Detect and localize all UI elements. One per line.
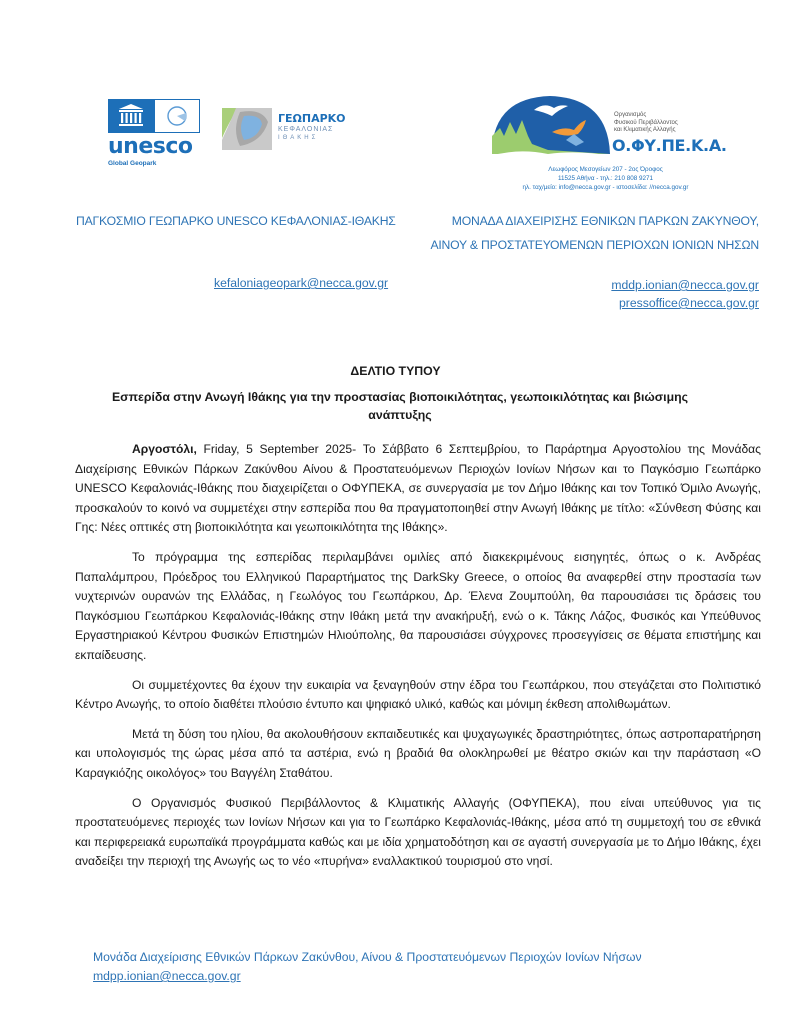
left-org-name: ΠΑΓΚΟΣΜΙΟ ΓΕΩΠΑΡΚΟ UNESCO ΚΕΦΑΛΟΝΙΑΣ-ΙΘΑΚΗΣ bbox=[76, 214, 396, 228]
ofypeka-org-line3: και Κλιματικής Αλλαγής bbox=[614, 127, 676, 133]
ofypeka-brand: Ο.ΦΥ.ΠΕ.Κ.Α. bbox=[612, 136, 727, 155]
document-heading: ΔΕΛΤΙΟ ΤΥΠΟΥ bbox=[350, 364, 441, 378]
right-org-line2: ΑΙΝΟΥ & ΠΡΟΣΤΑΤΕΥΟΜΕΝΩΝ ΠΕΡΙΟΧΩΝ ΙΟΝΙΩΝ ΝΗΣΩΝ bbox=[430, 238, 759, 252]
geopark-line3: ΙΘΑΚΗΣ bbox=[278, 135, 319, 141]
ofypeka-org-line2: Φυσικού Περιβάλλοντος bbox=[614, 119, 678, 126]
footer-signature bbox=[93, 948, 642, 986]
ofypeka-logo bbox=[488, 92, 727, 196]
right-org-line1: ΜΟΝΑΔΑ ΔΙΑΧΕΙΡΙΣΗΣ ΕΘΝΙΚΩΝ ΠΑΡΚΩΝ ΖΑΚΥΝΘΟΥ, bbox=[451, 214, 759, 228]
paragraph-4: Μετά τη δύση του ηλίου, θα ακολουθήσουν εκπαιδευτικές και ψυχαγωγικές δραστηριότητες, όπως αστροπαρατήρηση και υπολογισμός της ώρας μέσα από τα αστέρια, ενώ η βραδιά θα ολοκληρωθεί με θέατρο σκιών και την παράσταση «Ο Καραγκιόζης οικολόγος» του Βαγγέλη Σταθάτου. bbox=[75, 726, 761, 780]
ofypeka-org-line1: Οργανισμός bbox=[614, 112, 647, 118]
right-emails bbox=[611, 276, 759, 312]
unesco-subtitle: Global Geopark bbox=[108, 160, 157, 167]
ofypeka-nature-emblem-icon bbox=[488, 92, 613, 162]
footer-org: Μονάδα Διαχείρισης Εθνικών Πάρκων Ζακύνθου, Αίνου & Προστατευόμενων Περιοχών Ιονίων Νήσων bbox=[93, 950, 642, 964]
ofypeka-phone-line: 11525 Αθήνα - τηλ.: 210 808 9271 bbox=[558, 175, 653, 182]
pressoffice-email-link[interactable]: pressoffice@necca.gov.gr bbox=[619, 296, 759, 310]
paragraph-1-text: Friday, 5 September 2025- Το Σάββατο 6 Σεπτεμβρίου, το Παράρτημα Αργοστολίου της Μονάδας Διαχείρισης Εθνικών Πάρκων Ζακύνθου Αίνου & Προστατευόμενων Περιοχών Ιονίων Νήσων και το Παγκόσμιο Γεωπάρκο UNESCO Κεφαλονιάς-Ιθάκης που διαχειρίζεται ο ΟΦΥΠΕΚΑ, σε συνεργασία με τον Δήμο Ιθάκης και τον Τοπικό Όμιλο Ανωγής, προσκαλούν το κοινό να συμμετέχει στην εσπερίδα που θα πραγματοποιηθεί στην Ανωγή Ιθάκης με τίτλο: «Σύνθεση Φύσης και Γης: Νέες οπτικές στη βιοποικιλότητα και γεωποικιλότητα της Ιθάκης». bbox=[75, 442, 761, 535]
ofypeka-org-name bbox=[614, 112, 678, 135]
geopark-title: ΓΕΩΠΑΡΚΟ bbox=[278, 112, 346, 125]
footer-email-link[interactable]: mdpp.ionian@necca.gov.gr bbox=[93, 969, 241, 983]
paragraph-3: Οι συμμετέχοντες θα έχουν την ευκαιρία να ξεναγηθούν στην έδρα του Γεωπάρκου, που στεγάζεται στο Πολιτιστικό Κέντρο Ανωγής, το οποίο διαθέτει πλούσιο έντυπο και ψηφιακό υλικό, καθώς και μόνιμη έκθεση απολιθωμάτων. bbox=[75, 677, 761, 712]
right-org-name bbox=[430, 209, 759, 257]
mddp-email-link[interactable]: mddp.ionian@necca.gov.gr bbox=[611, 278, 759, 292]
document-subheading: Εσπερίδα στην Ανωγή Ιθάκης για την προστασίας βιοποικιλότητας, γεωποικιλότητας και βιώσιμης ανάπτυξης bbox=[111, 390, 689, 422]
press-release-body bbox=[75, 440, 761, 882]
geopark-email-link[interactable]: kefaloniageopark@necca.gov.gr bbox=[214, 276, 389, 290]
geopark-kefalonia-logo bbox=[222, 108, 362, 154]
lead-place: Αργοστόλι, bbox=[132, 442, 197, 456]
paragraph-2: Το πρόγραμμα της εσπερίδας περιλαμβάνει ομιλίες από διακεκριμένους εισηγητές, όπως ο κ. Ανδρέας Παπαλάμπρου, Πρόεδρος του Ελληνικού Παραρτήματος της DarkSky Greece, ο οποίος θα αναφερθεί στην προστασία των νυχτερινών ουρανών της Ελλάδας, η Γεωλόγος του Γεωπάρκου, Δρ. Έλενα Ζουμπούλη, θα παρουσιάσει τις δράσεις του Παγκόσμιου Γεωπάρκου Κεφαλονιάς-Ιθάκης στην Ιθάκη μετά την ανακήρυξή, ενώ ο κ. Τάκης Λάζος, Φυσικός και Υπεύθυνος Εργαστηριακού Κέντρου Φυσικών Επιστημών Ηλιούπολης, θα παρουσιάσει σύγχρονες προσεγγίσεις σε θέματα επιστήμης και εκπαίδευσης. bbox=[75, 549, 761, 662]
unesco-wordmark: unesco bbox=[108, 134, 193, 159]
ofypeka-contact-line: ηλ. ταχ/μείο: info@necca.gov.gr - ιστοσελίδα: //necca.gov.gr bbox=[522, 184, 689, 191]
ofypeka-address bbox=[488, 165, 723, 192]
geopark-landscape-icon bbox=[222, 108, 272, 150]
ofypeka-address-line1: Λεωφόρος Μεσογείων 207 - 2ος Όροφος bbox=[548, 166, 663, 173]
paragraph-1 bbox=[75, 440, 761, 538]
geopark-line2: ΚΕΦΑΛΟΝΙΑΣ bbox=[278, 126, 334, 133]
unesco-temple-icon bbox=[108, 99, 154, 133]
unesco-global-geopark-logo bbox=[108, 99, 200, 167]
geopark-globe-icon bbox=[154, 99, 200, 133]
paragraph-5: Ο Οργανισμός Φυσικού Περιβάλλοντος & Κλιματικής Αλλαγής (ΟΦΥΠΕΚΑ), που είναι υπεύθυνος για τις προστατευόμενες περιοχές των Ιονίων Νήσων και για το Γεωπάρκο Κεφαλονιάς-Ιθάκης, μέσα από τη συμμετοχή του σε εθνικά και περιφερειακά ευρωπαϊκά προγράμματα καθώς και με ιδία χρηματοδότηση και σε αγαστή συνεργασία με το Δήμο Ιθάκης, έχει αναδείξει την περιοχή της Ανωγής ως το νέο «πυρήνα» εναλλακτικού τουρισμού στο νησί. bbox=[75, 795, 761, 869]
